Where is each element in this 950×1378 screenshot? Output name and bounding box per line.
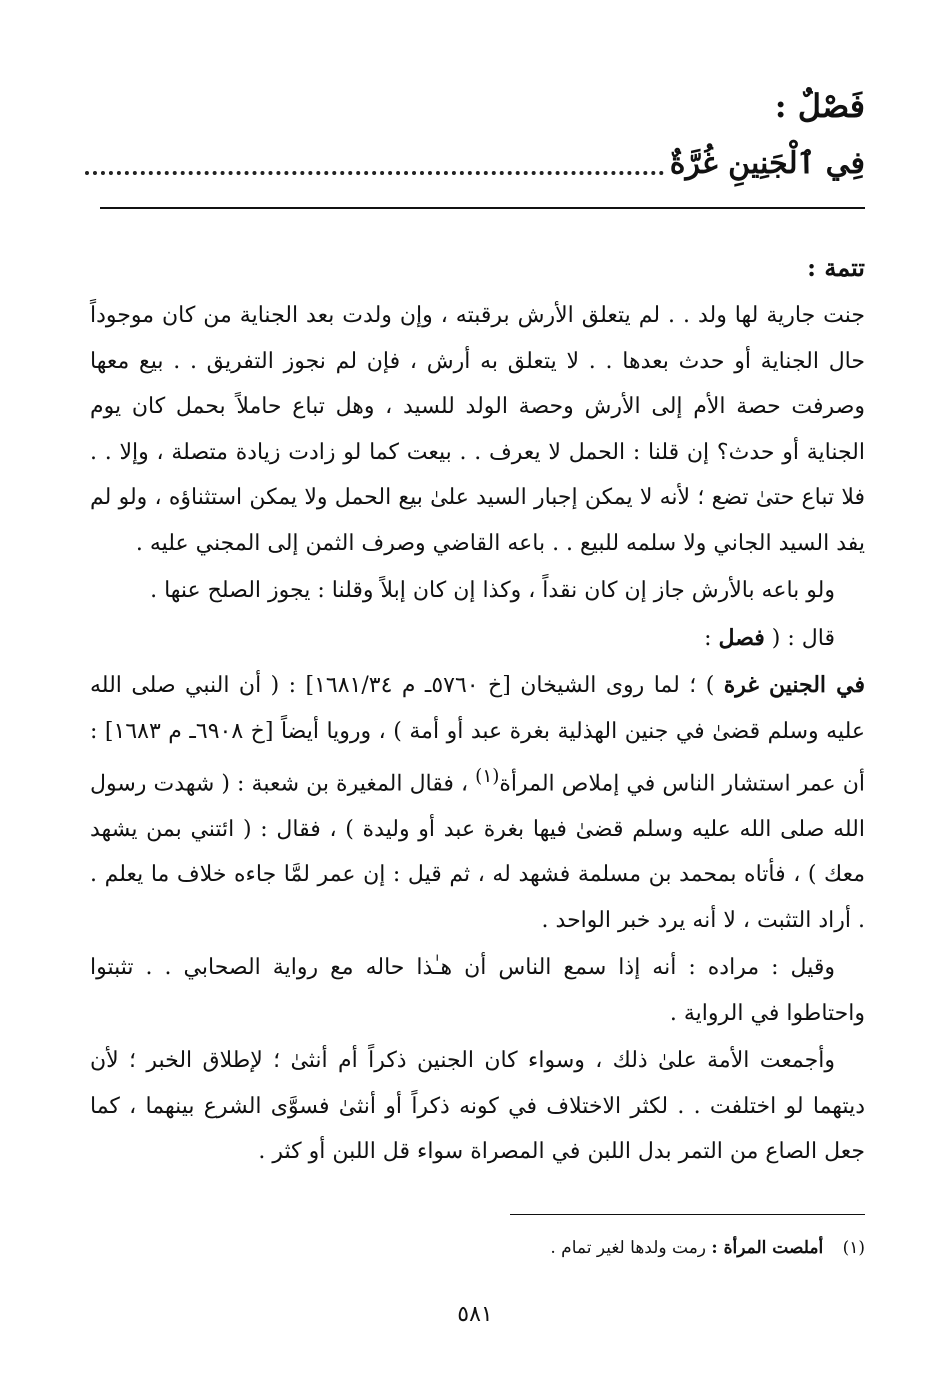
section-heading: تتمة :: [807, 253, 865, 282]
paragraph: [90, 616, 865, 662]
paragraph-tail: :: [704, 625, 719, 651]
body-text: [90, 293, 865, 1177]
paragraph-text: ) ؛ لما روى الشيخان [خ ٥٧٦٠ـ م ١٦٨١/٣٤] : ( أن النبي صلى الله عليه وسلم قضىٰ في جنين الهذلية بغرة عبد أو أمة ) ، ورويا أيضاً [خ ٦٩٠٨ـ م ١٦٨٣] : أن عمر استشار الناس في إملاص المرأة: [90, 673, 865, 797]
section-title: فَصْلٌ :: [774, 87, 865, 125]
footnote-definition: رمت ولدها لغير تمام .: [550, 1238, 707, 1258]
section-subtitle-row: [85, 140, 865, 188]
header-divider: [100, 207, 865, 209]
paragraph-text: ، فقال المغيرة بن شعبة : ( شهدت رسول الله صلى الله عليه وسلم قضىٰ فيها بغرة عبد أو وليدة ) ، فقال : ( ائتني بمن يشهد معك ) ، فأتاه بمحمد بن مسلمة فشهد له ، ثم قيل : إن عمر لمَّا جاءه خلاف ما يعلم . . أراد التثبت ، لا أنه يرد خبر الواحد .: [90, 771, 865, 933]
footnote-reference[interactable]: (١): [475, 766, 500, 787]
dotted-leader: [85, 171, 664, 175]
section-subtitle: فِي ٱلْجَنِينِ غُرَّةٌ: [669, 146, 865, 181]
quoted-matn: في الجنين غرة: [723, 672, 865, 698]
fasl-label: فصل: [718, 624, 765, 651]
paragraph: وأجمعت الأمة علىٰ ذلك ، وسواء كان الجنين ذكراً أم أنثىٰ ؛ لإطلاق الخبر ؛ لأن ديتهما لو اختلفت . . لكثر الاختلاف في كونه ذكراً أو أنثىٰ فسوَّى الشرع بينهما ، كما جعل الصاع من التمر بدل اللبن في المصراة سواء قل اللبن أو كثر .: [90, 1048, 865, 1165]
footnote: [550, 1233, 865, 1263]
paragraph: وقيل : مراده : أنه إذا سمع الناس أن هـٰذا حاله مع رواية الصحابي . . تثبتوا واحتاطوا في الرواية .: [90, 955, 865, 1026]
footnote-term: أملصت المرأة :: [711, 1238, 824, 1258]
paragraph: [90, 663, 865, 943]
footnote-divider: [510, 1214, 865, 1215]
paragraph-lead: قال : (: [764, 625, 835, 651]
paragraph: ولو باعه بالأرش جاز إن كان نقداً ، وكذا إن كان إبلاً وقلنا : يجوز الصلح عنها .: [150, 578, 835, 603]
page-number: ٥٨١: [457, 1302, 493, 1327]
footnote-number: (١): [842, 1238, 865, 1258]
paragraph: جنت جارية لها ولد . . لم يتعلق الأرش برقبته ، وإن ولدت بعد الجناية من كان موجوداً حال الجناية أو حدث بعدها . . لا يتعلق به أرش ، فإن لم نجوز التفريق . . بيع معها وصرفت حصة الأم إلى الأرش وحصة الولد للسيد ، وهل تباع حاملاً بحمل كان يوم الجناية أو حدث؟ إن قلنا : الحمل لا يعرف . . بيعت كما لو زادت زيادة متصلة ، وإلا . . فلا تباع حتىٰ تضع ؛ لأنه لا يمكن إجبار السيد علىٰ بيع الحمل ولا يمكن استثناؤه ، ولو لم يفد السيد الجاني ولا سلمه للبيع . . باعه القاضي وصرف الثمن إلى المجني عليه .: [90, 303, 865, 556]
